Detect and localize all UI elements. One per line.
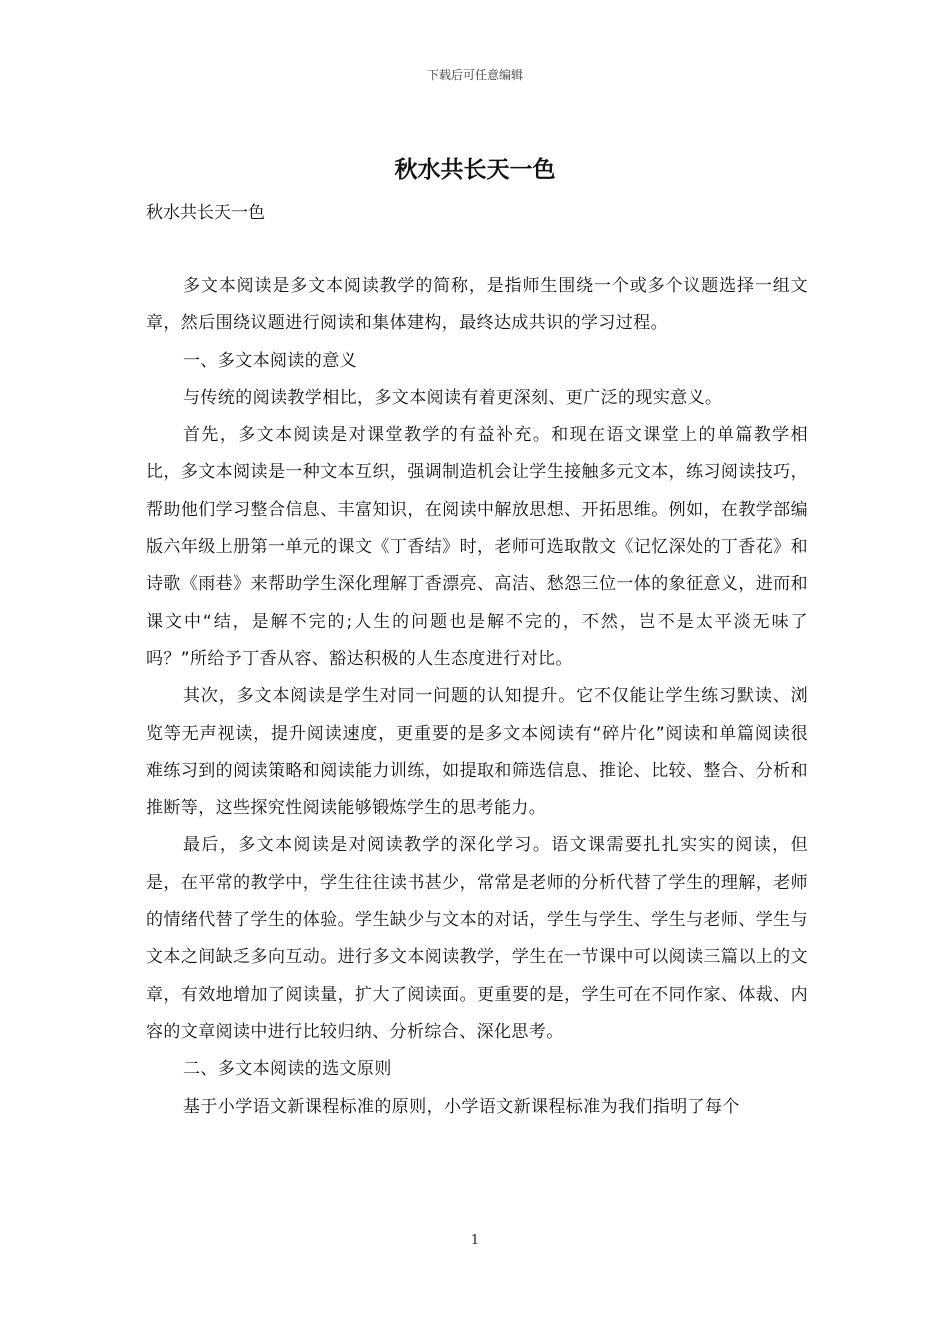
- document-subtitle: 秋水共长天一色: [146, 203, 265, 223]
- section-heading-1: 一、多文本阅读的意义: [183, 350, 357, 371]
- paragraph-intro: 多文本阅读是多文本阅读教学的简称，是指师生围绕一个或多个议题选择一组文章，然后围绕议题进行阅读和集体建构，最终达成共识的学习过程。: [146, 276, 808, 334]
- paragraph: 首先，多文本阅读是对课堂教学的有益补充。和现在语文课堂上的单篇教学相比，多文本阅读是一种文本互织，强调制造机会让学生接触多元文本，练习阅读技巧，帮助他们学习整合信息、丰富知识，在阅读中解放思想、开拓思维。例如，在教学部编版六年级上册第一单元的课文《丁香结》时，老师可选取散文《记忆深处的丁香花》和诗歌《雨巷》来帮助学生深化理解丁香漂亮、高洁、愁怨三位一体的象征意义，进而和课文中“结，是解不完的;人生的问题也是解不完的，不然，岂不是太平淡无味了吗？”所给予丁香从容、豁达积极的人生态度进行对比。: [146, 425, 808, 669]
- section-heading-2: 二、多文本阅读的选文原则: [183, 1059, 392, 1080]
- document-title: 秋水共长天一色: [394, 157, 556, 183]
- document-body: [146, 268, 808, 1126]
- page-header-note: 下载后可任意编辑: [426, 68, 523, 82]
- paragraph: 基于小学语文新课程标准的原则，小学语文新课程标准为我们指明了每个: [183, 1096, 740, 1117]
- paragraph: 最后，多文本阅读是对阅读教学的深化学习。语文课需要扎扎实实的阅读，但是，在平常的教学中，学生往往读书甚少，常常是老师的分析代替了学生的理解，老师的情绪代替了学生的体验。学生缺少与文本的对话，学生与学生、学生与老师、学生与文本之间缺乏多向互动。进行多文本阅读教学，学生在一节课中可以阅读三篇以上的文章，有效地增加了阅读量，扩大了阅读面。更重要的是，学生可在不同作家、体裁、内容的文章阅读中进行比较归纳、分析综合、深化思考。: [146, 835, 808, 1042]
- paragraph: 与传统的阅读教学相比，多文本阅读有着更深刻、更广泛的现实意义。: [183, 387, 723, 408]
- page-number: 1: [470, 1233, 480, 1248]
- paragraph: 其次，多文本阅读是学生对同一问题的认知提升。它不仅能让学生练习默读、浏览等无声视读，提升阅读速度，更重要的是多文本阅读有“碎片化”阅读和单篇阅读很难练习到的阅读策略和阅读能力训练，如提取和筛选信息、推论、比较、整合、分析和推断等，这些探究性阅读能够锻炼学生的思考能力。: [146, 686, 808, 819]
